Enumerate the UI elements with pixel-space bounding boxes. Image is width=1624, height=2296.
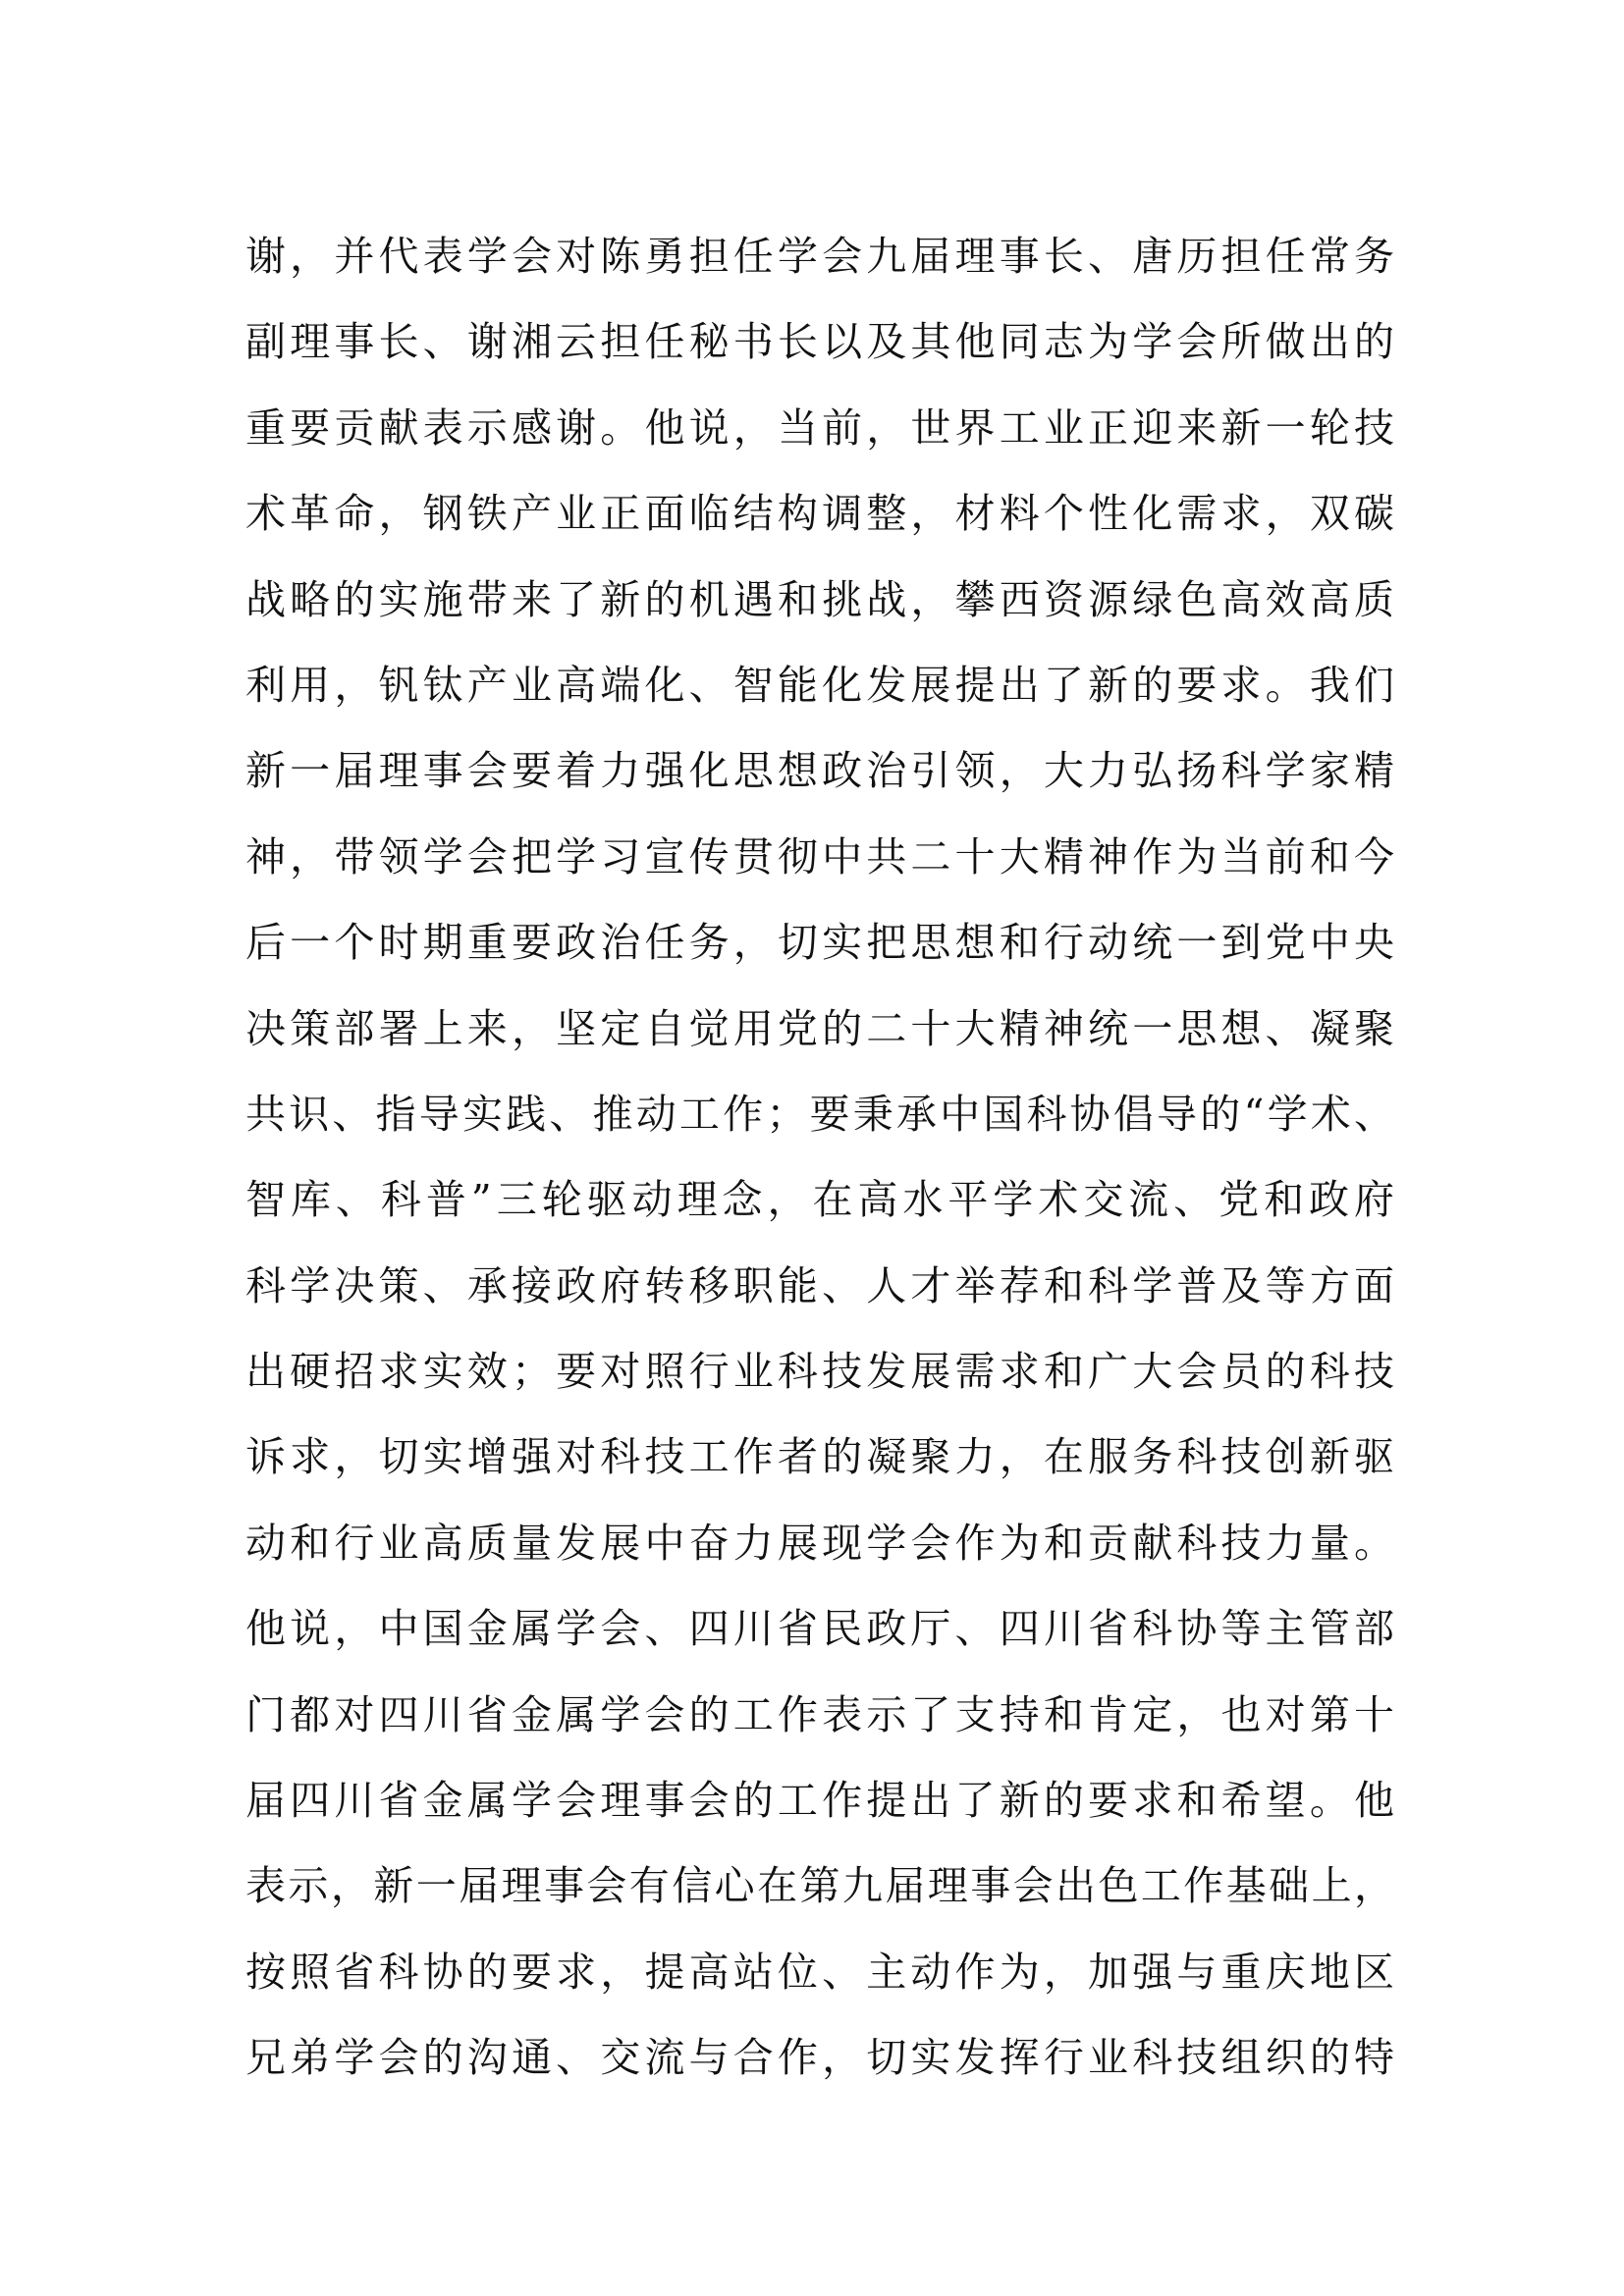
text-line: 智库、科普”三轮驱动理念，在高水平学术交流、党和政府 [245, 1176, 1394, 1224]
text-line: 出硬招求实效；要对照行业科技发展需求和广大会员的科技 [245, 1348, 1394, 1396]
text-line: 诉求，切实增强对科技工作者的凝聚力，在服务科技创新驱 [245, 1433, 1394, 1481]
text-line: 利用，钒钛产业高端化、智能化发展提出了新的要求。我们 [245, 661, 1394, 709]
text-line: 兄弟学会的沟通、交流与合作，切实发挥行业科技组织的特 [245, 2034, 1394, 2082]
text-line: 副理事长、谢湘云担任秘书长以及其他同志为学会所做出的 [245, 318, 1394, 366]
text-line: 共识、指导实践、推动工作；要秉承中国科协倡导的“学术、 [245, 1090, 1394, 1138]
text-line: 后一个时期重要政治任务，切实把思想和行动统一到党中央 [245, 919, 1394, 967]
text-line: 表示，新一届理事会有信心在第九届理事会出色工作基础上， [245, 1862, 1394, 1910]
text-line: 科学决策、承接政府转移职能、人才举荐和科学普及等方面 [245, 1261, 1394, 1309]
text-line: 新一届理事会要着力强化思想政治引领，大力弘扬科学家精 [245, 747, 1394, 795]
text-line: 谢，并代表学会对陈勇担任学会九届理事长、唐历担任常务 [245, 233, 1394, 280]
text-line: 届四川省金属学会理事会的工作提出了新的要求和希望。他 [245, 1777, 1394, 1825]
text-line: 按照省科协的要求，提高站位、主动作为，加强与重庆地区 [245, 1948, 1394, 1996]
text-line: 术革命，钢铁产业正面临结构调整，材料个性化需求，双碳 [245, 490, 1394, 538]
body-text [245, 214, 1394, 2102]
text-line: 神，带领学会把学习宣传贯彻中共二十大精神作为当前和今 [245, 832, 1394, 881]
text-line: 重要贡献表示感谢。他说，当前，世界工业正迎来新一轮技 [245, 403, 1394, 452]
text-line: 他说，中国金属学会、四川省民政厅、四川省科协等主管部 [245, 1605, 1394, 1653]
text-line: 决策部署上来，坚定自觉用党的二十大精神统一思想、凝聚 [245, 1004, 1394, 1052]
text-line: 战略的实施带来了新的机遇和挑战，攀西资源绿色高效高质 [245, 575, 1394, 623]
text-line: 动和行业高质量发展中奋力展现学会作为和贡献科技力量。 [245, 1519, 1394, 1567]
text-line: 门都对四川省金属学会的工作表示了支持和肯定，也对第十 [245, 1690, 1394, 1738]
